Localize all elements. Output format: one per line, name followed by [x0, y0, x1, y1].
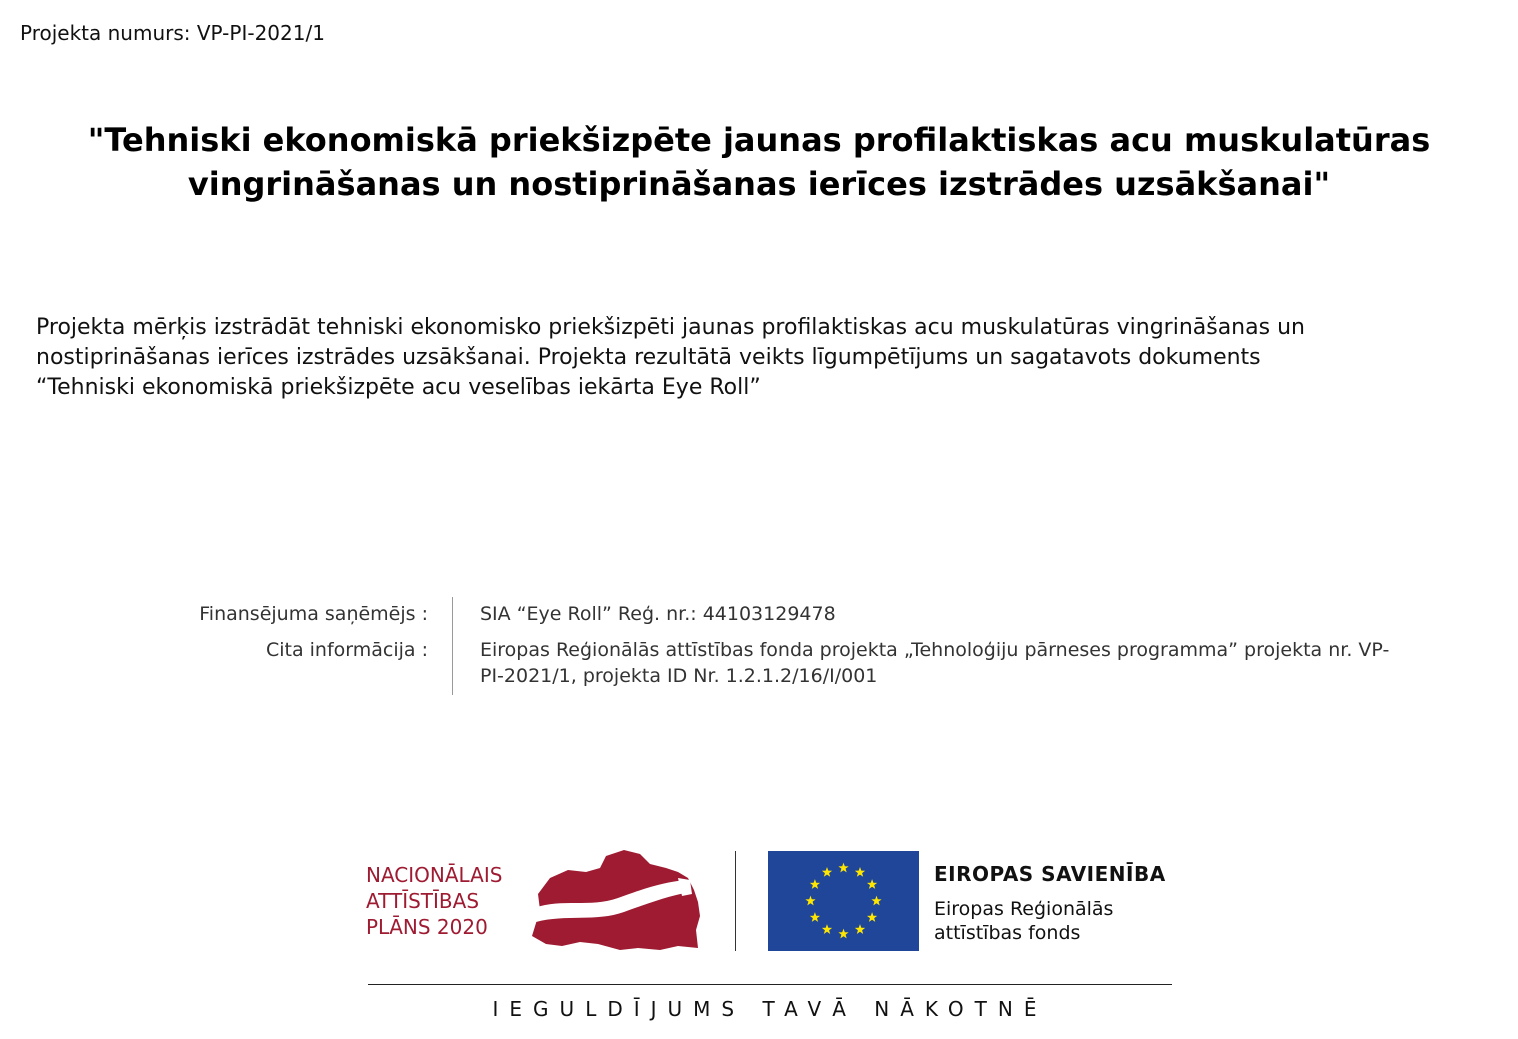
other-info-line: Eiropas Reģionālās attīstības fonda projekta „Tehnoloģiju pārneses programma” projekta nr. VP- [480, 639, 1390, 661]
info-divider [452, 597, 453, 695]
logo-divider [735, 851, 736, 951]
latvia-map-icon [528, 850, 702, 952]
slogan: IEGULDĪJUMS TAVĀ NĀKOTNĒ [492, 997, 1048, 1021]
other-info-value [480, 637, 1460, 689]
recipient-value-text: SIA “Eye Roll” Reģ. nr.: 44103129478 [480, 603, 836, 625]
title-line: "Tehniski ekonomiskā priekšizpēte jaunas profilaktiskas acu muskulatūras [87, 121, 1431, 159]
other-info-line: PI-2021/1, projekta ID Nr. 1.2.1.2/16/I/001 [480, 665, 878, 687]
nap-line: NACIONĀLAIS [366, 863, 503, 887]
description-line: nostiprināšanas ierīces izstrādes uzsākšanai. Projekta rezultātā veikts līgumpētījums un sagatavots dokuments [36, 345, 1261, 370]
project-description [36, 313, 1486, 403]
slogan-rule [368, 984, 1172, 985]
nap-line: PLĀNS 2020 [366, 915, 488, 939]
project-number: Projekta numurs: VP-PI-2021/1 [20, 21, 325, 45]
recipient-value [480, 601, 1460, 627]
other-info-label: Cita informācija : [265, 639, 428, 661]
eu-fund-line: attīstības fonds [934, 922, 1081, 944]
nap-line: ATTĪSTĪBAS [366, 889, 480, 913]
title-line: vingrināšanas un nostiprināšanas ierīces izstrādes uzsākšanai" [187, 165, 1331, 203]
eu-fund-line: Eiropas Reģionālās [934, 898, 1114, 920]
eu-title: EIROPAS SAVIENĪBA [934, 862, 1166, 886]
description-line: “Tehniski ekonomiskā priekšizpēte acu veselības iekārta Eye Roll” [36, 375, 761, 400]
document-title [30, 118, 1488, 206]
project-info [0, 597, 1518, 697]
eu-fund-name [934, 897, 1113, 945]
recipient-label: Finansējuma saņēmējs : [199, 603, 428, 625]
nap-logo-text [366, 862, 502, 940]
description-line: Projekta mērķis izstrādāt tehniski ekonomisko priekšizpēti jaunas profilaktiskas acu muskulatūras vingrināšanas un [36, 315, 1305, 340]
eu-flag-icon [768, 851, 919, 951]
funding-logos [0, 845, 1518, 965]
